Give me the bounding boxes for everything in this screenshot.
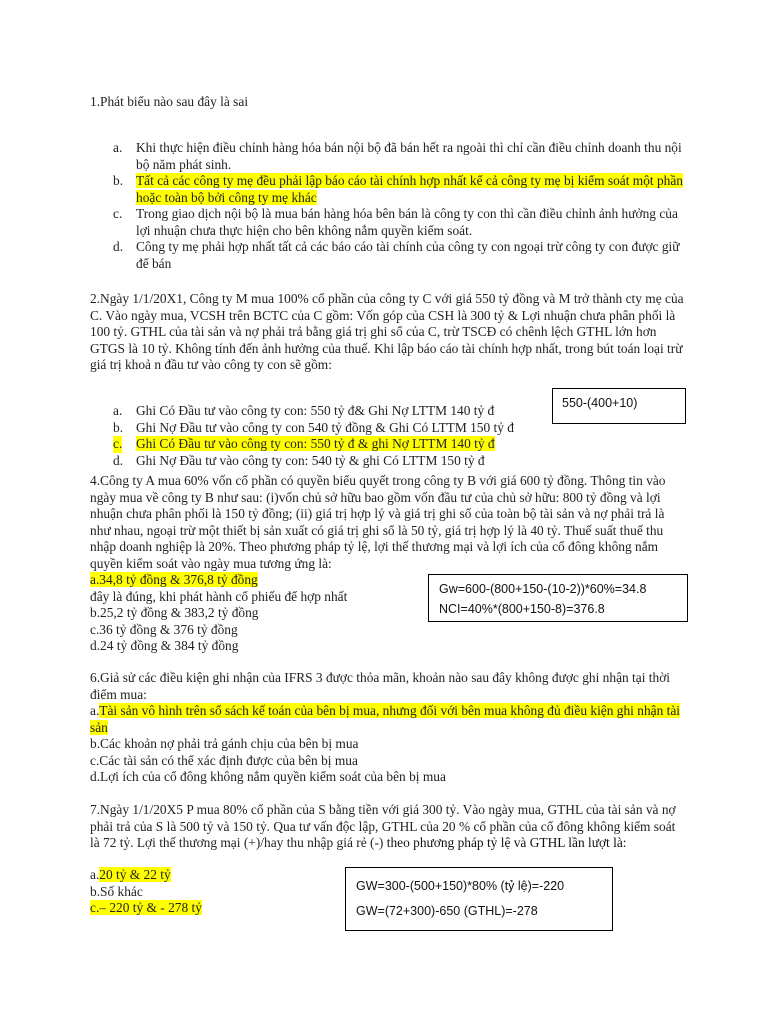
q1-option-b [113,173,683,206]
q1-option-d [113,239,683,272]
option-marker: a. [113,403,123,418]
q2-option-a [113,403,543,420]
q6-question: 6.Giả sử các điều kiện ghi nhận của IFRS 3 được thỏa mãn, khoản nào sau đây không được ghi nhận tại thời điểm mua: [90,670,671,702]
option-marker: d. [113,239,124,254]
q4-note-line: Gw=600-(800+150-(10-2))*60%=34.8 [439,582,647,596]
q4-option-a-highlighted: a.34,8 tỷ đồng & 376,8 tỷ đồng [90,572,258,587]
q2-option-d [113,453,543,470]
q4-question: 4.Công ty A mua 60% vốn cổ phần có quyền biểu quyết trong công ty B với giá 600 tỷ đồng. Thông tin vào ngày mua về công ty B như sau: (i)vốn chủ sở hữu bao gồm vốn đầu tư của chủ sở hữu: 800 tỷ đồng và lợi nhuận chưa phân phối là 150 tỷ đồng; (ii) giá trị hợp lý và giá trị ghi sổ của toàn bộ tài sản và nợ phải trả là như nhau, ngoại trừ một thiết bị sản xuất có giá trị ghi sổ là 50 tỷ, giá trị hợp lý là 40 tỷ. Thuế suất thuế thu nhập doanh nghiệp là 20%. Theo phương pháp tỷ lệ, lợi thế thương mại và lợi ích của cổ đông không nắm quyền kiểm soát vào ngày mua tương ứng là: [90,473,666,571]
q7-note-line: GW=(72+300)-650 (GTHL)=-278 [356,904,538,918]
q6-option-c: c.Các tài sản có thể xác định được của bên bị mua [90,752,358,768]
q2-option-c [113,436,543,453]
option-text-highlighted: Tài sản vô hình trên sổ sách kế toán của bên bị mua, nhưng đối với bên mua không đủ điều kiện ghi nhận tài sản [90,703,681,735]
q1-option-a [113,140,683,173]
option-text: Khi thực hiện điều chỉnh hàng hóa bán nội bộ đã bán hết ra ngoài thì chỉ cần điều chỉnh doanh thu nội bộ năm phát sinh. [136,140,682,172]
q7-option-c [90,900,202,917]
q7-question-part1: 7.Ngày 1/1/20X5 P mua 80% cổ phần của S bằng tiền với giá 300 tỷ. Vào ngày mua, GTHL của tài sản và nợ phải trả của S là 500 tỷ và 150 tỷ. Qua tư vấn độc lập, GTHL của 20 % cổ phần của cổ đông không kiểm soát là 72 tỷ. Lợi thế thương mại (+)/hay thu nhập giá rẻ (-) [90,802,676,850]
option-text: Ghi Nợ Đầu tư vào công ty con: 540 tỷ & ghi Có LTTM 150 tỷ đ [136,452,485,468]
option-marker: a. [113,140,123,155]
option-text: Trong giao dịch nội bộ là mua bán hàng hóa bên bán là công ty con thì cần điều chỉnh ảnh hưởng của lợi nhuận chưa thực hiện cho bên không nắm quyền kiểm soát. [136,206,678,238]
option-text: Ghi Nợ Đầu tư vào công ty con 540 tỷ đồng & Ghi Có LTTM 150 tỷ đ [136,419,514,435]
q1-option-c [113,206,683,239]
option-marker: a. [90,703,100,718]
q4-option-d: d.24 tỷ đồng & 384 tỷ đồng [90,638,239,653]
q2-question: 2.Ngày 1/1/20X1, Công ty M mua 100% cổ phần của công ty C với giá 550 tỷ đồng và M trở thành cty mẹ của C. Vào ngày mua, VCSH trên BCTC của C gồm: Vốn góp của CSH là 300 tỷ & Lợi nhuận chưa phân phối là 100 tỷ. GTHL của tài sản và nợ phải trả bằng giá trị ghi sổ của C, trừ TSCĐ có chênh lệch GTHL lớn hơn GTGS là 10 tỷ. Không tính đến ảnh hưởng của thuế. Khi lập báo cáo tài chính hợp nhất, trong bút toán loại trừ giá trị khoả n đầu tư vào công ty con sẽ gồm: [90,291,684,372]
option-text-highlighted: 20 tỷ & 22 tỷ [99,867,171,882]
q4-answers [90,572,347,655]
option-text-highlighted: c.– 220 tỷ & - 278 tỷ [90,900,202,915]
q7-note-box [345,867,613,931]
q2-note-box [552,388,686,424]
q6-option-d: d.Lợi ích của cổ đông không nắm quyền kiểm soát của bên bị mua [90,769,446,784]
option-text: Ghi Có Đầu tư vào công ty con: 550 tỷ đ& Ghi Nợ LTTM 140 tỷ đ [136,403,495,418]
q7-question [90,802,685,852]
q4-comment: đây là đúng, khi phát hành cổ phiếu để hợp nhất [90,588,348,604]
q6-option-b: b.Các khoản nợ phải trả gánh chịu của bên bị mua [90,736,359,751]
q6-option-a [90,703,690,736]
option-text-highlighted: Tất cả các công ty mẹ đều phải lập báo cáo tài chính hợp nhất kể cả công ty mẹ bị kiểm soát một phần hoặc toàn bộ bởi công ty mẹ khác [136,173,683,205]
option-marker: c. [113,206,123,221]
q2-option-b [113,420,543,437]
option-marker: a. [90,867,100,882]
q4-option-c: c.36 tỷ đồng & 376 tỷ đồng [90,621,238,637]
q7-option-a [90,867,202,884]
q4-note-line: NCI=40%*(800+150-8)=376.8 [439,602,605,616]
q4-option-b: b.25,2 tỷ đồng & 383,2 tỷ đồng [90,605,259,620]
option-text-highlighted: Ghi Có Đầu tư vào công ty con: 550 tỷ đ & ghi Nợ LTTM 140 tỷ đ [136,436,495,451]
q7-question-part2: theo phương pháp tỷ lệ và GTHL lần lượt là: [386,835,627,850]
option-marker: b. [113,419,124,435]
q6-options [90,703,690,786]
option-marker: d. [113,452,124,468]
q2-note: 550-(400+10) [562,396,638,410]
q7-note-line: GW=300-(500+150)*80% (tỷ lệ)=-220 [356,879,565,893]
option-marker: c. [113,436,123,451]
option-marker: b. [113,173,124,188]
q7-option-b: b.Số khác [90,883,143,899]
option-text: Công ty mẹ phải hợp nhất tất cả các báo cáo tài chính của công ty con ngoại trừ công ty con được giữ để bán [136,239,680,271]
q4-note-box [428,574,688,622]
q7-options [90,867,202,917]
q1-options [113,140,683,272]
q1-question: 1.Phát biểu nào sau đây là sai [90,94,249,109]
q2-options [113,403,543,469]
